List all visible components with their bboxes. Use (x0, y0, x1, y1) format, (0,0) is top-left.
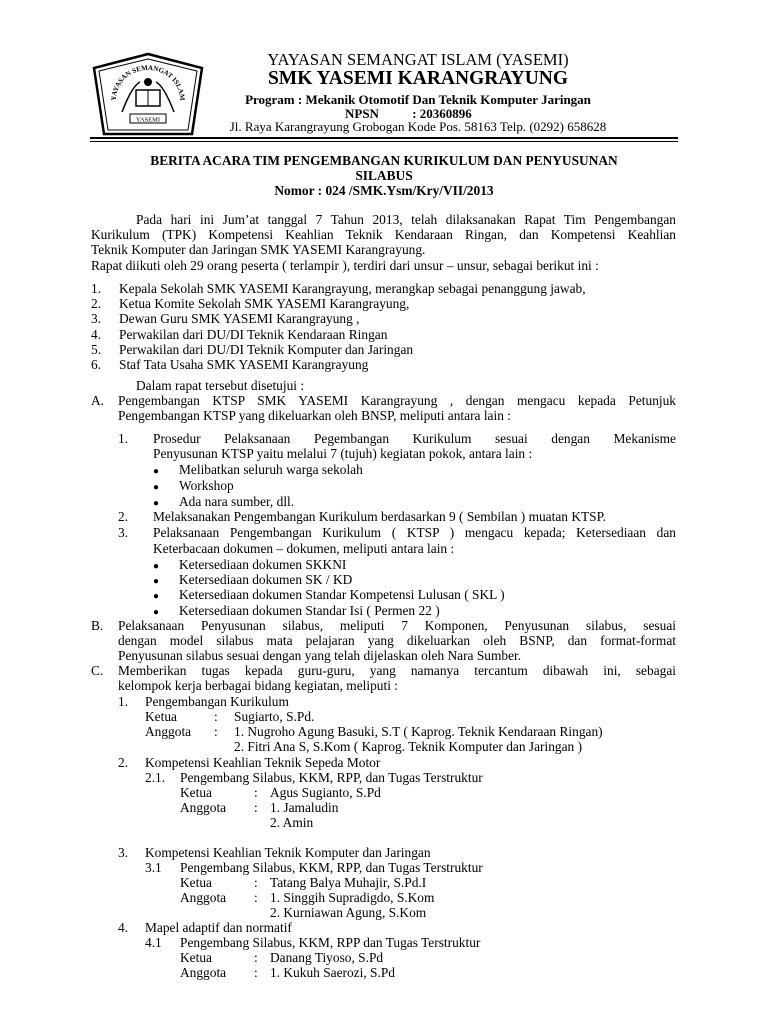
program-line: Program : Mekanik Otomotif Dan Teknik Komputer Jaringan (245, 92, 591, 107)
address-line: Jl. Raya Karangrayung Grobogan Kode Pos. 58163 Telp. (0292) 658628 (229, 119, 607, 134)
group2-num: 2. (118, 755, 129, 770)
svg-text:YAYASAN SEMANGAT ISLAM: YAYASAN SEMANGAT ISLAM (109, 63, 187, 101)
list-item: 3. Dewan Guru SMK YASEMI Karangrayung , (91, 311, 360, 327)
group2-anggota-label: Anggota (180, 800, 227, 815)
list-item: ● Ada nara sumber, dll. (153, 494, 295, 509)
section-b-l1: Pelaksanaan Penyusunan silabus, meliputi 7 Komponen, Penyusunan silabus, sesuai (118, 618, 676, 633)
group4-member-1: 1. Kukuh Saerozi, S.Pd (270, 965, 395, 980)
a-item2-num: 2. (118, 509, 129, 524)
a-item1-l2: Penyusunan KTSP yaitu melalui 7 (tujuh) kegiatan pokok, antara lain : (153, 446, 533, 461)
group3-member-1: 1. Singgih Supradigdo, S.Kom (270, 890, 435, 905)
list-item: ● Ketersediaan dokumen SK / KD (153, 572, 353, 587)
intro-p1-l1: Pada hari ini Jum’at tanggal 7 Tahun 2013, telah dilaksanakan Rapat Tim Pengembangan (136, 212, 676, 227)
list-item: ● Melibatkan seluruh warga sekolah (153, 462, 363, 477)
section-c-l1: Memberikan tugas kepada guru-guru, yang namanya tercantum dibawah ini, sebagai (118, 663, 676, 678)
group2-sub-title: Pengembang Silabus, KKM, RPP, dan Tugas Terstruktur (180, 770, 483, 785)
group2-ketua-value: Agus Sugianto, S.Pd (270, 785, 381, 800)
group1-ketua-label: Ketua (145, 709, 177, 724)
npsn-value: : 20360896 (412, 106, 472, 121)
section-a-l1: Pengembangan KTSP SMK YASEMI Karangrayung , dengan mengacu kepada Petunjuk (118, 393, 676, 408)
group2-title: Kompetensi Keahlian Teknik Sepeda Motor (145, 755, 381, 770)
group2-ketua-colon: : (254, 785, 258, 800)
group2-anggota-colon: : (254, 800, 258, 815)
group3-ketua-value: Tatang Balya Muhajir, S.Pd.I (270, 875, 427, 890)
group3-anggota-label: Anggota (180, 890, 227, 905)
doc-title-line2: SILABUS (355, 168, 413, 183)
group4-anggota-label: Anggota (180, 965, 227, 980)
list-item: 2. Ketua Komite Sekolah SMK YASEMI Karangrayung, (91, 296, 410, 312)
group4-num: 4. (118, 920, 129, 935)
group3-anggota-colon: : (254, 890, 258, 905)
group3-sub-title: Pengembang Silabus, KKM, RPP, dan Tugas Terstruktur (180, 860, 483, 875)
group4-anggota-colon: : (254, 965, 258, 980)
group2-member-2: 2. Amin (270, 815, 314, 830)
group3-ketua-label: Ketua (180, 875, 212, 890)
intro-p1-l2: Kurikulum (TPK) Kompetensi Keahlian Teknik Kendaraan Ringan, dan Kompetensi Keahlian (91, 227, 676, 242)
group1-ketua-colon: : (214, 709, 218, 724)
npsn-label: NPSN (345, 106, 379, 121)
group1-title: Pengembangan Kurikulum (145, 694, 289, 709)
doc-number: Nomor : 024 /SMK.Ysm/Kry/VII/2013 (274, 183, 494, 198)
group3-member-2: 2. Kurniawan Agung, S.Kom (270, 905, 427, 920)
list-item: ● Workshop (153, 478, 234, 493)
group2-sub-num: 2.1. (145, 770, 166, 785)
group1-num: 1. (118, 694, 129, 709)
group1-member-1: 1. Nugroho Agung Basuki, S.T ( Kaprog. Teknik Kendaraan Ringan) (234, 724, 603, 739)
logo-seal-icon (92, 52, 204, 136)
a-item1-num: 1. (118, 431, 129, 446)
group4-title: Mapel adaptif dan normatif (145, 920, 292, 935)
section-a-label: A. (91, 393, 105, 408)
a-item3-l2: Keterbacaan dokumen – dokumen, meliputi antara lain : (153, 541, 455, 556)
agreed-line: Dalam rapat tersebut disetujui : (136, 378, 305, 393)
section-c-label: C. (91, 663, 104, 678)
list-item: ● Ketersediaan dokumen SKKNI (153, 557, 347, 572)
group1-member-2: 2. Fitri Ana S, S.Kom ( Kaprog. Teknik Komputer dan Jaringan ) (234, 739, 583, 754)
group3-title: Kompetensi Keahlian Teknik Komputer dan Jaringan (145, 845, 431, 860)
group4-ketua-value: Danang Tiyoso, S.Pd (270, 950, 384, 965)
doc-title-line1: BERITA ACARA TIM PENGEMBANGAN KURIKULUM DAN PENYUSUNAN (150, 153, 618, 168)
a-item3-l1: Pelaksanaan Pengembangan Kurikulum ( KTSP ) mengacu kepada; Ketersediaan dan (153, 525, 676, 540)
header-rule-thick (90, 137, 678, 139)
school-name: SMK YASEMI KARANGRAYUNG (267, 68, 569, 89)
section-a-l2: Pengembangan KTSP yang dikeluarkan oleh BNSP, meliputi antara lain : (118, 408, 511, 423)
group3-ketua-colon: : (254, 875, 258, 890)
list-item: 5. Perwakilan dari DU/DI Teknik Komputer dan Jaringan (91, 341, 414, 357)
list-item: ● Ketersediaan dokumen Standar Isi ( Permen 22 ) (153, 603, 440, 618)
group3-num: 3. (118, 845, 129, 860)
section-b-label: B. (91, 618, 104, 633)
group4-sub-title: Pengembang Silabus, KKM, RPP dan Tugas Terstruktur (180, 935, 481, 950)
svg-text:YASEMI: YASEMI (135, 116, 161, 124)
group4-ketua-label: Ketua (180, 950, 212, 965)
foundation-name: YAYASAN SEMANGAT ISLAM (YASEMI) (267, 50, 569, 69)
section-b-l3: Penyusunan silabus sesuai dengan yang telah dijelaskan oleh Nara Sumber. (118, 648, 522, 663)
list-item: 4. Perwakilan dari DU/DI Teknik Kendaraan Ringan (91, 326, 388, 342)
section-b-l2: dengan model silabus mata pelajaran yang dikeluarkan oleh BSNP, dan format-format (118, 633, 676, 648)
group2-member-1: 1. Jamaludin (270, 800, 339, 815)
intro-p1-l3: Teknik Komputer dan Jaringan SMK YASEMI Karangrayung. (91, 242, 426, 257)
list-item: 1. Kepala Sekolah SMK YASEMI Karangrayung, merangkap sebagai penanggung jawab, (91, 281, 586, 296)
list-item: ● Ketersediaan dokumen Standar Kompetensi Lulusan ( SKL ) (153, 587, 505, 602)
section-c-l2: kelompok kerja berbagai bidang kegiatan, meliputi : (118, 678, 399, 693)
group1-anggota-colon: : (214, 724, 218, 739)
group1-anggota-label: Anggota (145, 724, 192, 739)
group3-sub-num: 3.1 (145, 860, 162, 875)
group2-ketua-label: Ketua (180, 785, 212, 800)
a-item2: Melaksanakan Pengembangan Kurikulum berdasarkan 9 ( Sembilan ) muatan KTSP. (153, 509, 606, 524)
intro-p2: Rapat diikuti oleh 29 orang peserta ( terlampir ), terdiri dari unsur – unsur, sebagai berikut ini : (91, 258, 599, 273)
school-logo (92, 52, 204, 136)
a-item3-num: 3. (118, 525, 129, 540)
list-item: 6. Staf Tata Usaha SMK YASEMI Karangrayung (91, 357, 369, 372)
group4-ketua-colon: : (254, 950, 258, 965)
header-rule-thin (90, 141, 678, 142)
a-item1-l1: Prosedur Pelaksanaan Pegembangan Kurikulum sesuai dengan Mekanisme (153, 431, 676, 446)
group1-ketua-value: Sugiarto, S.Pd. (234, 709, 315, 724)
group4-sub-num: 4.1 (145, 935, 162, 950)
